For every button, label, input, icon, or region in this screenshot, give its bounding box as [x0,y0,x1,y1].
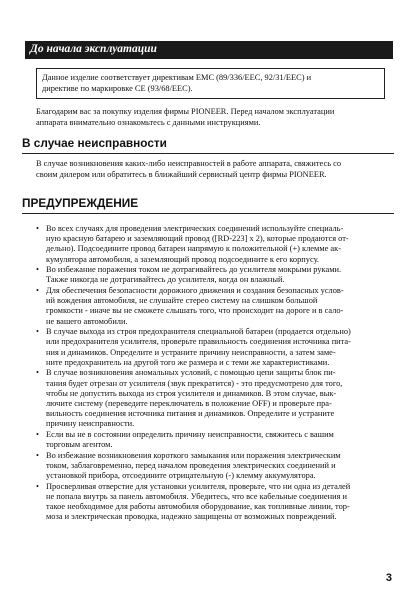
bullet-icon: • [36,327,39,337]
heading-rule [22,153,394,154]
intro-line: Благодарим вас за покупку изделия фирмы PIONEER. Перед началом эксплуатации [36,107,335,116]
warning-line: Во избежание поражения током не дотрагивайтесь до усилителя мокрыми руками. [46,265,342,275]
warning-line: В случае возникновения аномальных условий, с помощью цепи защиты блок пи- [46,368,336,378]
warning-line: не попала внутрь за панель автомобиля. Убедитесь, что все кабельные соединения и [46,492,347,502]
warning-line: ий вождения автомобиля, не слушайте стерео систему на слишком большой [46,296,318,306]
heading-warning: ПРЕДУПРЕЖДЕНИЕ [22,196,139,210]
bullet-icon: • [36,481,39,491]
warning-line: ную красную батарею и заземляющий провод ([RD-223] x 2), которые продаются от- [46,234,349,244]
warning-item [36,451,388,482]
warning-line: громкости - иначе вы не сможете слышать того, что происходит на дороге и в сало- [46,306,344,316]
bullet-icon: • [36,265,39,275]
malfunction-line: В случае возникновения каких-либо неисправностей в работе аппарата, свяжитесь со [36,159,342,168]
warning-line: не вашего автомобили. [46,316,128,326]
warning-line: ния и динамиков. Определите и устраните причину неисправности, а затем заме- [46,347,336,357]
warning-line: Если вы не в состоянии определить причину неисправности, свяжитесь с вашим [46,430,334,440]
section-header-bar [25,41,393,59]
malfunction-paragraph [36,158,388,180]
warning-item [36,265,388,285]
warning-item [36,368,388,429]
intro-paragraph [36,106,388,128]
warning-line: В случае выхода из строя предохранителя специальной батареи (продается отдельно) [46,327,351,337]
warning-line: Просверливая отверстие для установки усилителя, проверьте, что ни одна из деталей [46,481,351,491]
warning-line: вильность соединения источника питания и динамиков. Определите и устраните [46,409,335,419]
warning-line: кумулятора автомобиля, а заземляющий провод подсоедините к его корпусу. [46,254,320,264]
warning-line: током, заблаговременно, перед началом проведения электрических соединений и [46,461,336,471]
compliance-notice-box [36,68,385,99]
warning-item [36,286,388,327]
page-number: 3 [385,572,392,584]
bullet-icon: • [36,224,39,233]
warning-line: такое необходимое для работы автомобиля оборудование, как топливные линии, тор- [46,502,350,512]
warning-item [36,430,388,450]
malfunction-line: своим дилером или обратитесь в ближайший сервисный центр фирмы PIONEER. [36,170,327,179]
warning-line: Во всех случаях для проведения электрических соединений используйте специаль- [46,224,344,233]
warning-line: ните предохранитель на другой того же размера и с теми же характеристиками. [46,357,330,367]
warning-line: чтобы не допустить выхода из строя усилителя и динамиков. В этом случае, вык- [46,388,337,398]
warning-line: торговым агентом. [46,440,113,450]
warning-line: или предохранителя усилителя, проверьте правильность соединения источника пита- [46,337,351,347]
heading-malfunction: В случае неисправности [22,136,167,150]
section-header-title: До начала эксплуатации [30,43,157,55]
warning-line: Также никогда не дотрагивайтесь до усилителя, когда он влажный. [46,275,285,285]
notice-line: директиве по маркировке CE (93/68/EEC). [42,84,193,93]
warning-list [36,224,388,523]
warning-line: дельно). Подсоедините провод батареи напрямую к положительной (+) клемме ак- [46,244,342,254]
warning-line: Во избежание возникновения короткого замыкания или поражения электрическим [46,450,341,460]
warning-item [36,224,388,265]
bullet-icon: • [36,368,39,378]
warning-item [36,327,388,368]
bullet-icon: • [36,286,39,295]
warning-line: лючите систему (переведите переключатель в положение OFF) и проверьте пра- [46,399,332,409]
heading-rule [22,213,394,214]
warning-line: моза и электрическая проводка, надежно защищены от возможных повреждений. [46,512,337,522]
intro-line: аппарата внимательно ознакомьтесь с данными инструкциями. [36,118,261,127]
warning-item [36,482,388,523]
bullet-icon: • [36,430,39,440]
bullet-icon: • [36,450,39,460]
warning-line: Для обеспечения безопасности дорожного движения и создания безопасных услов- [46,286,344,295]
warning-line: причину неисправности. [46,419,135,429]
notice-line: Данное изделие соответствует директивам EMC (89/336/EEC, 92/31/EEC) и [42,73,312,82]
warning-line: установкой прибора, отсоедините отрицательную (-) клемму аккумулятора. [46,471,316,481]
warning-line: тания будет отрезан от усилителя (звук прекратится) - это предусмотрено для того, [46,378,343,388]
